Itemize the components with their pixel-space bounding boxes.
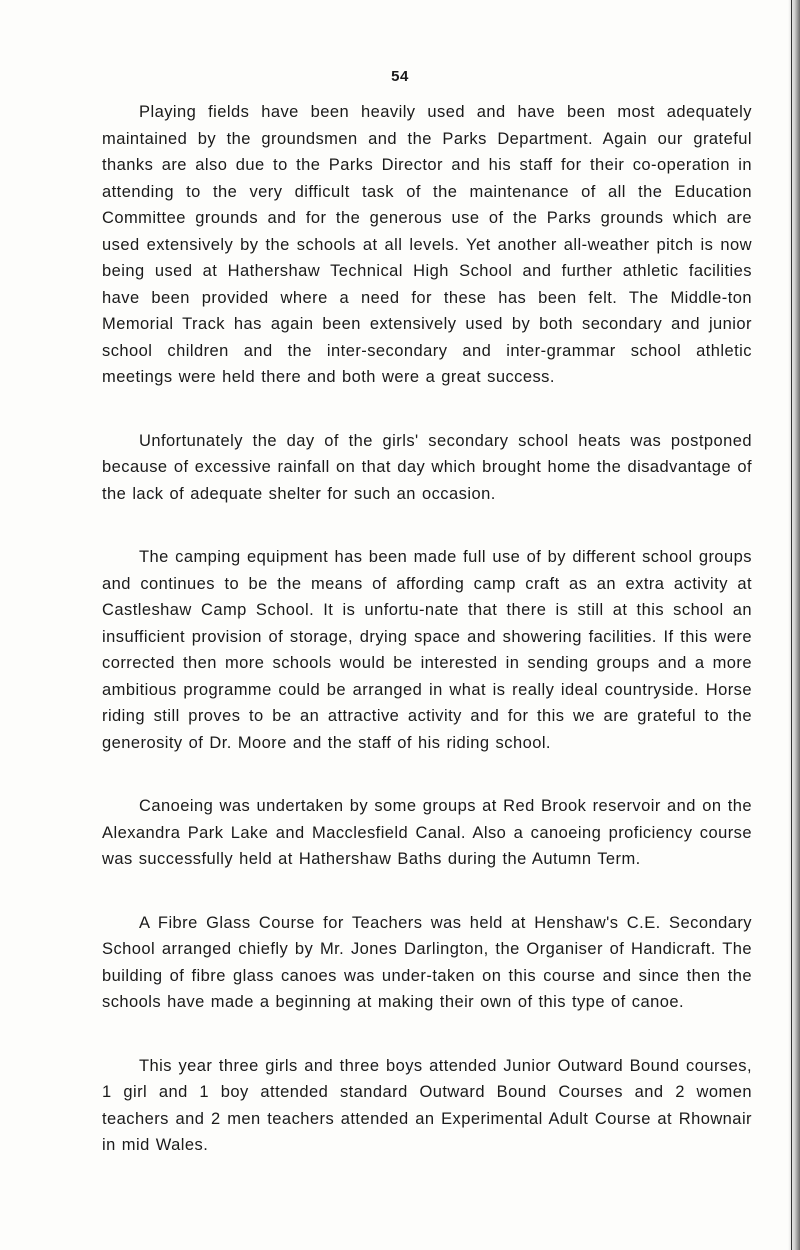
paragraph-outward-bound: This year three girls and three boys attended Junior Outward Bound courses, 1 girl and 1 boy attended standard Outward Bound Courses and 2 women teachers and 2 men teachers attended an Experimental Adult Course at Rhownair in mid Wales.	[102, 1056, 752, 1154]
paragraph-camping: The camping equipment has been made full use of by different school groups and continues to be the means of affording camp craft as an extra activity at Castleshaw Camp School. It is unfortu-nate that there is still at this school an insufficient provision of storage, drying space and showering facilities. If this were corrected then more schools would be interested in sending groups and a more ambitious programme could be arranged in what is really ideal countryside. Horse riding still proves to be an attractive activity and for this we are grateful to the generosity of Dr. Moore and the staff of his riding school.	[102, 548, 752, 752]
paragraph-fibre-glass: A Fibre Glass Course for Teachers was held at Henshaw's C.E. Secondary School arranged chiefly by Mr. Jones Darlington, the Organiser of Handicraft. The building of fibre glass canoes was under-taken on this course and since then the schools have made a beginning at making their own of this type of canoe.	[102, 913, 752, 1011]
paragraph-canoeing: Canoeing was undertaken by some groups at Red Brook reservoir and on the Alexandra Park Lake and Macclesfield Canal. Also a canoeing proficiency course was successfully held at Hathershaw Baths during the Autumn Term.	[102, 797, 752, 868]
paragraph-girls-heats: Unfortunately the day of the girls' secondary school heats was postponed because of excessive rainfall on that day which brought home the disadvantage of the lack of adequate shelter for such an occasion.	[102, 431, 752, 503]
paragraph-playing-fields: Playing fields have been heavily used and have been most adequately maintained by the groundsmen and the Parks Department. Again our grateful thanks are also due to the Parks Director and his staff for their co-operation in attending to the very difficult task of the maintenance of all the Education Committee grounds and for the generous use of the Parks grounds which are used extensively by the schools at all levels. Yet another all-weather pitch is now being used at Hathershaw Technical High School and further athletic facilities have been provided where a need for these has been felt. The Middle-ton Memorial Track has again been extensively used by both secondary and junior school children and the inter-secondary and inter-grammar school athletic meetings were held there and both were a great success.	[102, 103, 752, 386]
page-edge-line	[791, 0, 792, 1250]
page-number: 54	[391, 68, 409, 85]
document-body	[102, 99, 752, 1196]
page-binding-shadow	[788, 0, 800, 1250]
